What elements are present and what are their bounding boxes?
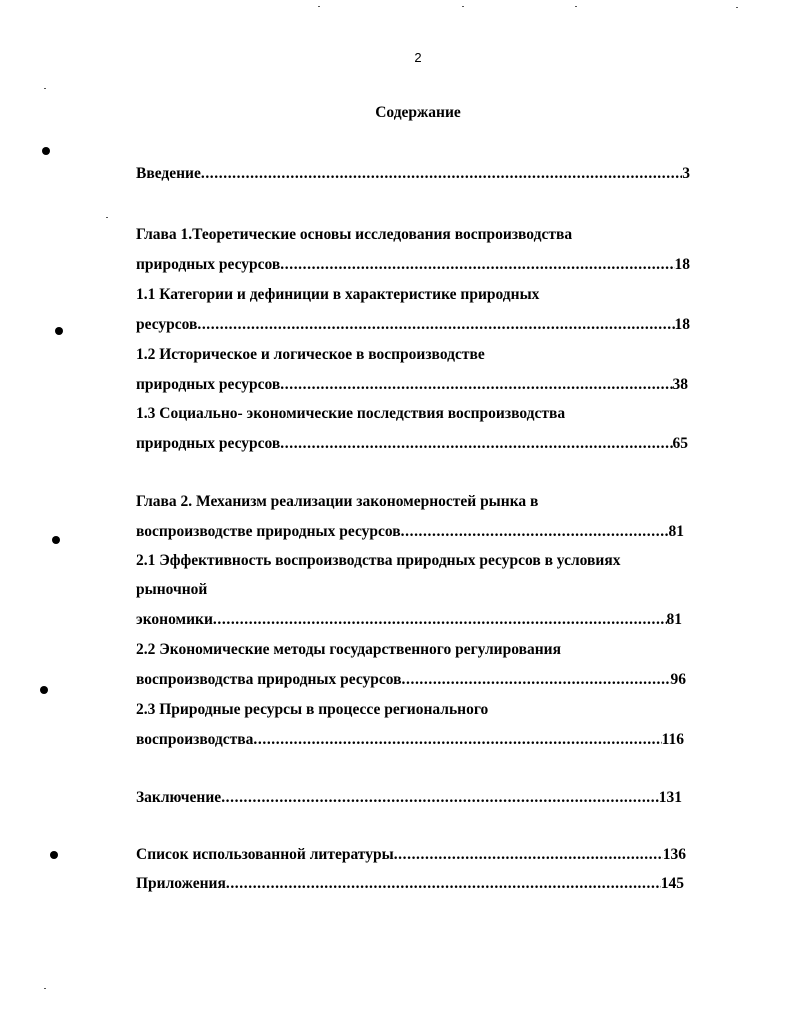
toc-page: 38 <box>672 376 688 393</box>
binder-hole-mark <box>50 851 58 859</box>
toc-page: 96 <box>670 671 686 688</box>
toc-page: 3 <box>682 165 690 182</box>
dot-leader <box>226 874 661 894</box>
toc-entry-s13[interactable] <box>136 434 688 454</box>
toc-entry-s11[interactable] <box>136 315 690 335</box>
toc-heading-s13[interactable]: 1.3 Социально- экономические последствия воспроизводства <box>136 405 566 422</box>
toc-page: 136 <box>662 846 686 863</box>
dot-leader <box>402 670 671 690</box>
toc-entry-s12[interactable] <box>136 375 688 395</box>
scan-speck <box>318 6 320 7</box>
toc-entry-intro[interactable] <box>136 164 690 184</box>
toc-label: воспроизводства <box>136 731 254 748</box>
binder-hole-mark <box>52 536 60 544</box>
toc-label: природных ресурсов <box>136 435 281 452</box>
toc-label: Список использованной литературы <box>136 846 394 863</box>
toc-entry-s22[interactable] <box>136 670 686 690</box>
scan-speck <box>106 217 108 218</box>
toc-entry-s23[interactable] <box>136 730 684 750</box>
toc-heading-s12[interactable]: 1.2 Историческое и логическое в воспроизводстве <box>136 346 485 363</box>
toc-label: экономики <box>136 611 213 628</box>
toc-entry-s21[interactable] <box>136 610 682 630</box>
dot-leader <box>213 610 667 630</box>
dot-leader <box>280 255 674 275</box>
toc-page: 145 <box>660 875 684 892</box>
toc-page: 131 <box>658 789 682 806</box>
toc-label: ресурсов <box>136 316 198 333</box>
scan-speck <box>44 88 46 89</box>
toc-heading-s22[interactable]: 2.2 Экономические методы государственного регулирования <box>136 641 561 658</box>
toc-page: 81 <box>668 523 684 540</box>
toc-heading-s11[interactable]: 1.1 Категории и дефиниции в характеристике природных <box>136 286 540 303</box>
toc-label: Заключение <box>136 789 222 806</box>
toc-label: воспроизводства природных ресурсов <box>136 671 402 688</box>
dot-leader <box>221 788 659 808</box>
scan-speck <box>462 6 464 7</box>
toc-label: природных ресурсов <box>136 376 281 393</box>
toc-label: Введение <box>136 165 201 182</box>
toc-heading-ch2[interactable]: Глава 2. Механизм реализации закономерностей рынка в <box>136 493 539 510</box>
toc-label: Приложения <box>136 875 226 892</box>
toc-entry-ch1[interactable] <box>136 255 690 275</box>
toc-heading-s23[interactable]: 2.3 Природные ресурсы в процессе регионального <box>136 701 489 718</box>
binder-hole-mark <box>55 327 63 335</box>
dot-leader <box>280 375 672 395</box>
toc-page: 81 <box>666 611 682 628</box>
binder-hole-mark <box>42 147 50 155</box>
toc-entry-appendices[interactable] <box>136 874 684 894</box>
toc-label: природных ресурсов <box>136 256 281 273</box>
toc-page: 65 <box>672 435 688 452</box>
toc-heading-s21[interactable]: 2.1 Эффективность воспроизводства природных ресурсов в условиях <box>136 552 621 569</box>
scan-speck <box>575 6 577 7</box>
toc-label: воспроизводстве природных ресурсов <box>136 523 401 540</box>
toc-heading-ch1[interactable]: Глава 1.Теоретические основы исследования воспроизводства <box>136 226 573 243</box>
toc-page: 18 <box>674 316 690 333</box>
toc-page: 18 <box>674 256 690 273</box>
toc-entry-conclusion[interactable] <box>136 788 682 808</box>
dot-leader <box>280 434 672 454</box>
dot-leader <box>197 315 674 335</box>
dot-leader <box>253 730 661 750</box>
dot-leader <box>201 164 682 184</box>
toc-title: Содержание <box>375 104 461 121</box>
toc-heading-s21-cont[interactable]: рыночной <box>136 581 208 598</box>
scan-speck <box>44 988 46 989</box>
page-number: 2 <box>414 50 422 65</box>
toc-page: 116 <box>661 731 684 748</box>
toc-entry-ch2[interactable] <box>136 522 684 542</box>
dot-leader <box>401 522 669 542</box>
scan-speck <box>736 7 738 8</box>
toc-entry-references[interactable] <box>136 845 686 865</box>
dot-leader <box>394 845 663 865</box>
binder-hole-mark <box>40 686 48 694</box>
